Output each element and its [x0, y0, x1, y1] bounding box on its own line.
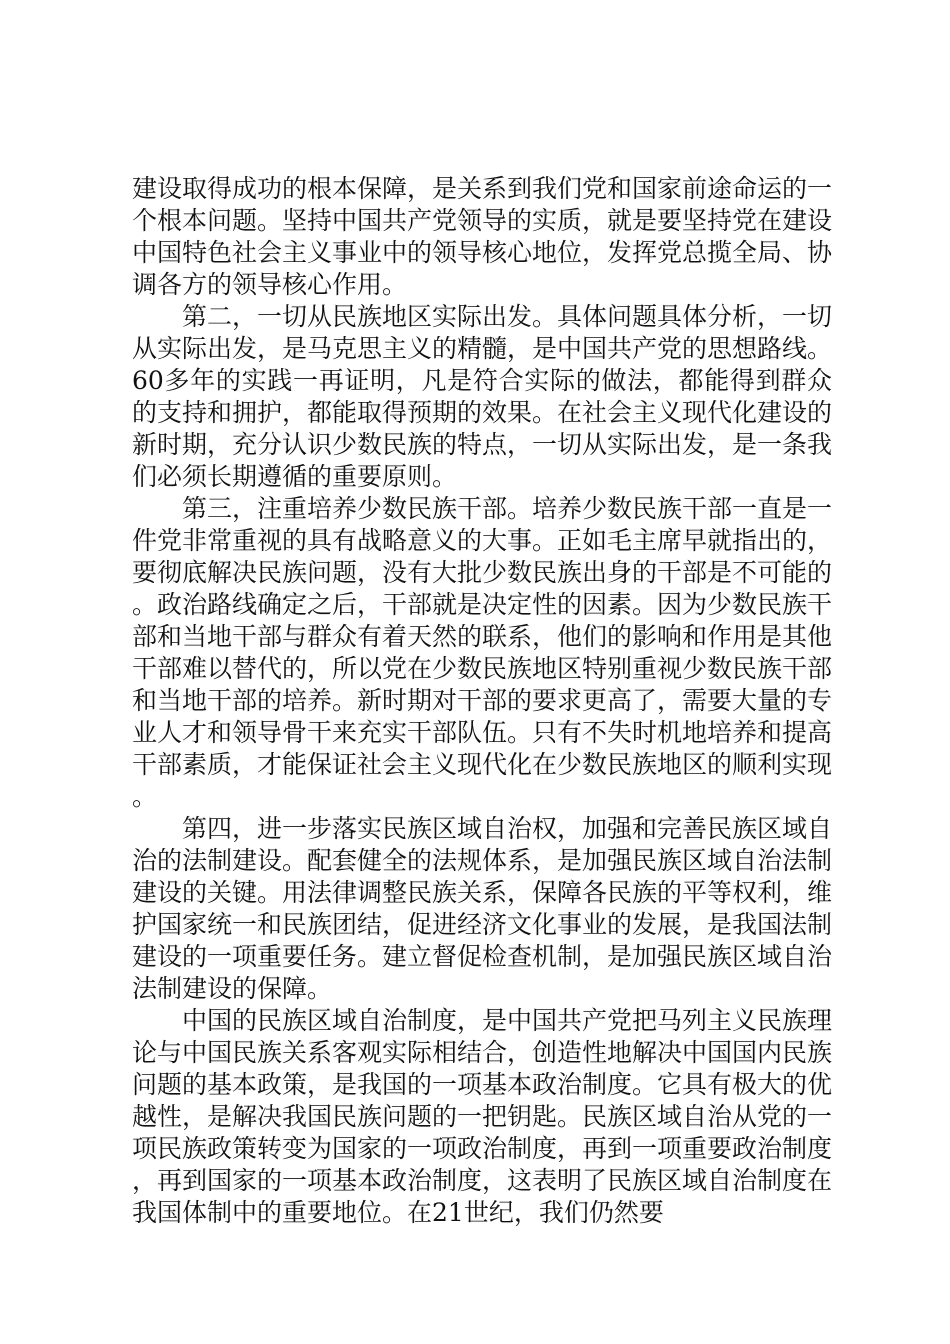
paragraph-point-four: 第四，进一步落实民族区域自治权，加强和完善民族区域自治的法制建设。配套健全的法规体系，是加强民族区域自治法制建设的关键。用法律调整民族关系，保障各民族的平等权利，维护国家统一和民族团结，促进经济文化事业的发展，是我国法制建设的一项重要任务。建立督促检查机制，是加强民族区域自治法制建设的保障。 [132, 814, 833, 1003]
paragraph-point-two: 第二，一切从民族地区实际出发。具体问题具体分析，一切从实际出发，是马克思主义的精髓，是中国共产党的思想路线。60多年的实践一再证明，凡是符合实际的做法，都能得到群众的支持和拥护，都能取得预期的效果。在社会主义现代化建设的新时期，充分认识少数民族的特点，一切从实际出发，是一条我们必须长期遵循的重要原则。 [132, 302, 833, 491]
paragraph-point-three: 第三，注重培养少数民族干部。培养少数民族干部一直是一件党非常重视的具有战略意义的大事。正如毛主席早就指出的，要彻底解决民族问题，没有大批少数民族出身的干部是不可能的。政治路线确定之后，干部就是决定性的因素。因为少数民族干部和当地干部与群众有着天然的联系，他们的影响和作用是其他干部难以替代的，所以党在少数民族地区特别重视少数民族干部和当地干部的培养。新时期对干部的要求更高了，需要大量的专业人才和领导骨干来充实干部队伍。只有不失时机地培养和提高干部素质，才能保证社会主义现代化在少数民族地区的顺利实现。 [132, 494, 833, 811]
paragraph-continuation: 建设取得成功的根本保障，是关系到我们党和国家前途命运的一个根本问题。坚持中国共产党领导的实质，就是要坚持党在建设中国特色社会主义事业中的领导核心地位，发挥党总揽全局、协调各方的领导核心作用。 [132, 174, 833, 299]
paragraph-conclusion: 中国的民族区域自治制度，是中国共产党把马列主义民族理论与中国民族关系客观实际相结合，创造性地解决中国国内民族问题的基本政策，是我国的一项基本政治制度。它具有极大的优越性，是解决我国民族问题的一把钥匙。民族区域自治从党的一项民族政策转变为国家的一项政治制度，再到一项重要政治制度，再到国家的一项基本政治制度，这表明了民族区域自治制度在我国体制中的重要地位。在21世纪，我们仍然要 [132, 1006, 833, 1227]
document-body [132, 173, 832, 1229]
